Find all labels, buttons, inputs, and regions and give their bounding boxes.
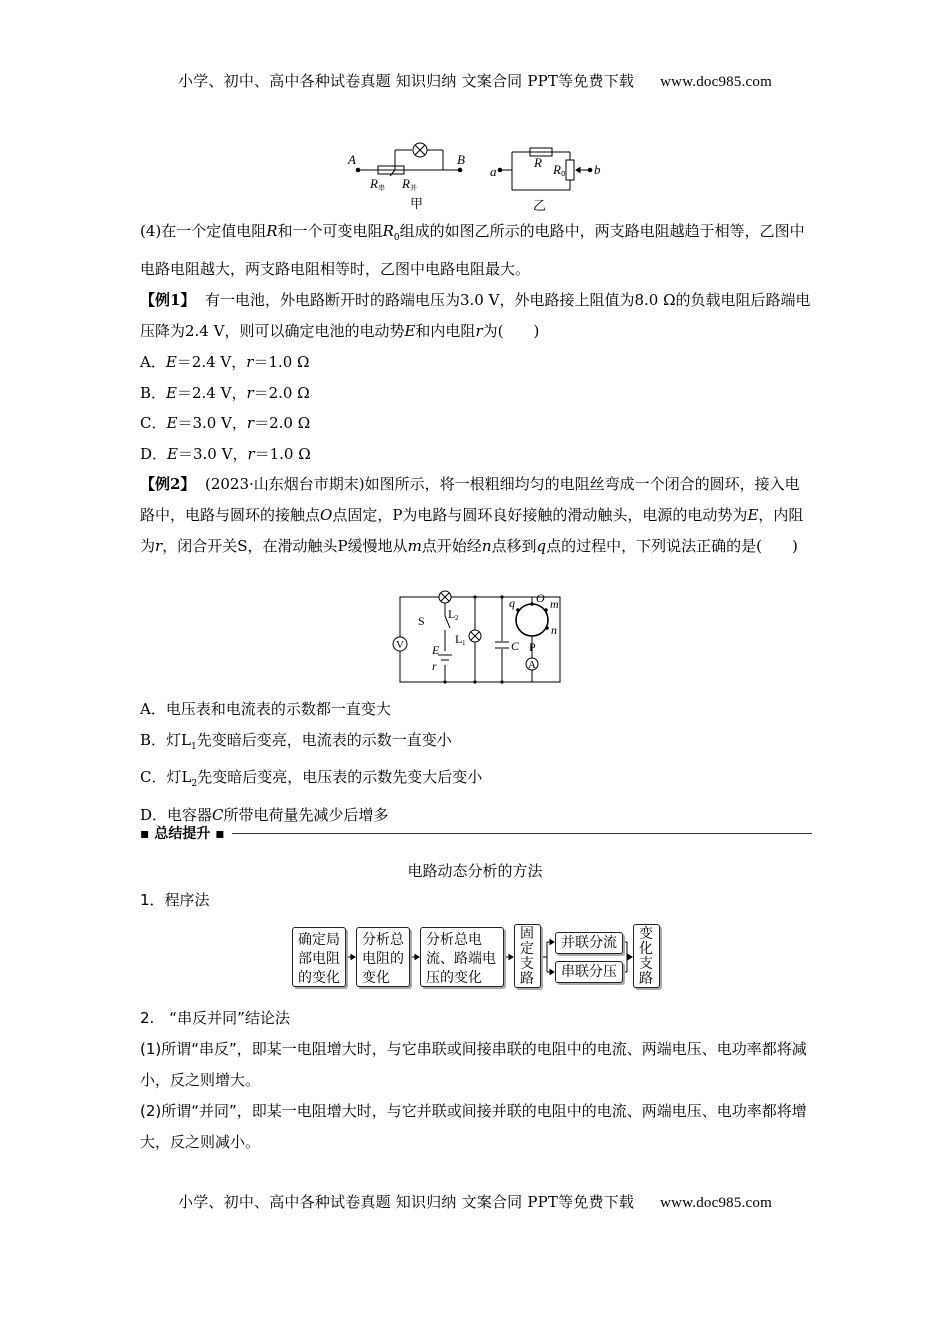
example-1-option-d[interactable]: D．E＝3.0 V，r＝1.0 Ω	[140, 444, 311, 463]
fig2-sub-r0: 0	[561, 170, 566, 178]
fig1-sub-rs: 串	[378, 184, 385, 192]
flow-box-series-divide: 串联分压	[555, 961, 623, 983]
circuit-label-s: S	[418, 614, 425, 628]
example-2-option-d[interactable]: D．电容器C所带电荷量先减少后增多	[140, 805, 389, 824]
circuit-label-n: n	[551, 623, 557, 637]
header-url[interactable]: www.doc985.com	[660, 74, 772, 90]
flow-box-total-current: 分析总电流、路端电压的变化	[420, 927, 504, 987]
main-text	[140, 216, 812, 562]
fig1-caption: 甲	[410, 197, 424, 212]
summary-divider	[140, 823, 812, 843]
flow-box-fixed-branch: 固定支路	[514, 924, 541, 988]
summary-label: ▪ 总结提升 ▪	[140, 826, 225, 842]
fig1-label-b: B	[457, 152, 465, 167]
fig2-caption: 乙	[533, 199, 547, 214]
circuit-label-l2: L	[448, 607, 456, 621]
circuit-label-o: O	[536, 591, 545, 605]
flow-box-changing-branch: 变化支路	[633, 924, 660, 988]
fig1-label-rs: R	[370, 176, 378, 191]
figure-jia-yi	[340, 138, 610, 214]
method-2-heading: 2. “串反并同”结论法	[140, 1009, 290, 1027]
example-2-options	[140, 694, 812, 830]
fig2-label-r: R	[534, 155, 542, 170]
example-2-stem: 【例2】 (2023·山东烟台市期末)如图所示，将一根粗细均匀的电阻丝弯成一个闭合的圆环，接入电路中，电路与圆环的接触点O点固定，P为电路与圆环良好接触的滑动触头，电源的电动势为E，内阻为r，闭合开关S，在滑动触头P缓慢地从m点开始经n点移到q点的过程中，下列说法正确的是( )	[140, 475, 804, 555]
circuit-sub-l2: 2	[455, 614, 459, 622]
fig1-label-a: A	[348, 152, 356, 167]
example-1-option-a[interactable]: A．E＝2.4 V，r＝1.0 Ω	[140, 353, 310, 371]
method-2-para-2: (2)所谓“并同”，即某一电阻增大时，与它并联或间接并联的电阻中的电流、两端电压、电功率都将增大，反之则减小。	[140, 1102, 807, 1151]
circuit-diagram	[384, 588, 574, 690]
example-1-label: 【例1】	[140, 291, 196, 309]
circuit-label-a: A	[528, 659, 536, 671]
flow-box-parallel-shunt: 并联分流	[555, 932, 623, 954]
example-1-stem: 【例1】 有一电池，外电路断开时的路端电压为3.0 V，外电路接上阻值为8.0 Ω的负载电阻后路端电压降为2.4 V，则可以确定电池的电动势E和内电阻r为( )	[140, 291, 811, 340]
example-1-option-c[interactable]: C．E＝3.0 V，r＝2.0 Ω	[140, 414, 311, 432]
method-2-para-1: (1)所谓“串反”，即某一电阻增大时，与它串联或间接串联的电阻中的电流、两端电压、电功率都将减小，反之则增大。	[140, 1040, 807, 1089]
flow-box-local-resistance: 确定局部电阻的变化	[292, 927, 346, 987]
summary-title: 电路动态分析的方法	[407, 862, 543, 880]
fig1-label-rp: R	[402, 176, 410, 191]
footer-text: 小学、初中、高中各种试卷真题 知识归纳 文案合同 PPT等免费下载	[178, 1193, 635, 1211]
page-header	[0, 70, 950, 91]
example-2-option-b[interactable]: B．灯$L_1$先变暗后变亮，电流表的示数一直变小	[140, 730, 452, 752]
fig2-label-a: a	[490, 164, 497, 179]
circuit-label-m: m	[550, 597, 559, 611]
circuit-sub-l1: 1	[462, 639, 466, 647]
fig2-label-b: b	[594, 162, 601, 177]
circuit-label-c: C	[511, 639, 520, 653]
circuit-label-l1: L	[455, 632, 463, 646]
example-2-label: 【例2】	[140, 475, 196, 493]
circuit-label-v: V	[396, 639, 404, 651]
circuit-label-p: P	[529, 640, 536, 654]
circuit-label-e: E	[432, 643, 440, 657]
flow-box-total-resistance: 分析总电阻的变化	[356, 927, 410, 987]
example-2-option-a[interactable]: A．电压表和电流表的示数都一直变大	[140, 700, 391, 718]
circuit-label-q: q	[509, 596, 515, 610]
footer-url[interactable]: www.doc985.com	[660, 1195, 772, 1211]
circuit-label-r: r	[432, 659, 437, 673]
example-1-option-b[interactable]: B．E＝2.4 V，r＝2.0 Ω	[140, 383, 310, 402]
header-text: 小学、初中、高中各种试卷真题 知识归纳 文案合同 PPT等免费下载	[178, 72, 635, 90]
page-footer	[0, 1191, 950, 1212]
fig2-label-r0: R	[553, 162, 561, 177]
fig1-sub-rp: 并	[410, 184, 417, 192]
example-2-option-c[interactable]: C．灯$L_2$先变暗后变亮，电压表的示数先变大后变小	[140, 768, 483, 789]
method-1-heading: 1．程序法	[140, 891, 210, 909]
para-4: (4)在一个定值电阻R和一个可变电阻$R_0$组成的如图乙所示的电路中，两支路电阻越趋于相等，乙图中电路电阻越大，两支路电阻相等时，乙图中电路电阻最大。	[140, 222, 805, 278]
